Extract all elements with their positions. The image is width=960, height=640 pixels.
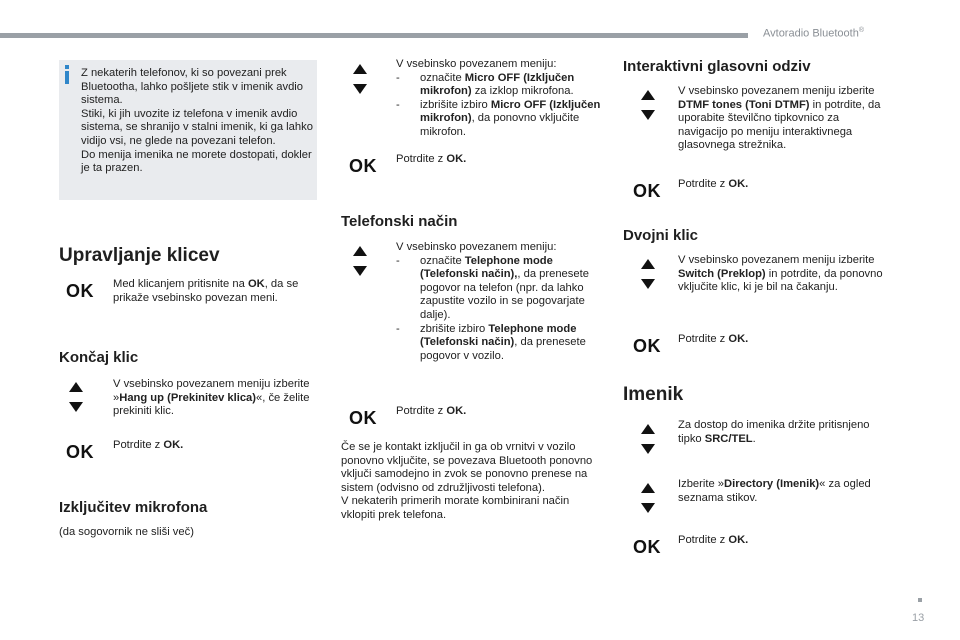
list-item: - izbrišite izbiro Micro OFF (Izključen mikrofon), da ponovno vključite mikrofon. xyxy=(396,98,601,138)
ok-button-icon: OK xyxy=(349,408,377,428)
ok-button-icon: OK xyxy=(66,442,94,462)
mic-confirm: Potrdite z OK. xyxy=(396,153,467,165)
list-item: - označite Micro OFF (Izključen mikrofon) za izklop mikrofona. xyxy=(396,71,575,98)
page-marker xyxy=(918,598,922,602)
info-icon xyxy=(65,71,69,84)
reconnect-paragraph: Če se je kontakt izključil in ga ob vrnitvi v vozilo ponovno vključite, se povezava Bluetooth ponovno vključi samodejno in zvok se ponovno prenese na sistem (odvisno od združljivosti telefona). V nekaterih primerih morate kombinirani način vklopiti prek telefona. xyxy=(341,441,593,521)
ivr-text: V vsebinsko povezanem meniju izberite DTMF tones (Toni DTMF) in potrdite, da uporabite številčno tipkovnico za navigacijo po meniju interaktivnega glasovnega strežnika. xyxy=(678,85,881,152)
section-title-telephone-mode: Telefonski način xyxy=(341,213,458,230)
up-down-arrows-icon xyxy=(640,90,656,120)
ok-button-icon: OK xyxy=(633,336,661,356)
double-call-confirm: Potrdite z OK. xyxy=(678,333,749,345)
telephone-mode-instructions xyxy=(396,241,606,363)
section-title-directory: Imenik xyxy=(623,384,684,405)
telephone-mode-intro: V vsebinsko povezanem meniju: xyxy=(396,241,557,253)
up-down-arrows-icon xyxy=(640,259,656,289)
mic-menu-instructions xyxy=(396,58,606,140)
ivr-confirm: Potrdite z OK. xyxy=(678,178,749,190)
directory-step2: Izberite »Directory (Imenik)« za ogled seznama stikov. xyxy=(678,478,871,504)
section-title-mic-off: Izključitev mikrofona xyxy=(59,499,208,516)
ok-button-icon: OK xyxy=(633,181,661,201)
info-note xyxy=(59,60,317,200)
section-title-call-management: Upravljanje klicev xyxy=(59,245,220,266)
info-icon-dot xyxy=(65,65,69,69)
up-down-arrows-icon xyxy=(352,64,368,94)
up-down-arrows-icon xyxy=(68,382,84,412)
up-down-arrows-icon xyxy=(640,424,656,454)
call-management-text: Med klicanjem pritisnite na OK, da se prikaže vsebinsko povezan meni. xyxy=(113,278,299,304)
double-call-text: V vsebinsko povezanem meniju izberite Switch (Preklop) in potrdite, da ponovno vključite klic, ki je bil na čakanju. xyxy=(678,254,883,294)
ok-button-icon: OK xyxy=(349,156,377,176)
section-title-double-call: Dvojni klic xyxy=(623,227,699,244)
ok-button-icon: OK xyxy=(66,281,94,301)
telephone-mode-confirm: Potrdite z OK. xyxy=(396,405,467,417)
mic-off-subtitle: (da sogovornik ne sliši več) xyxy=(59,526,194,538)
end-call-step: V vsebinsko povezanem meniju izberite »Hang up (Prekinitev klica)«, če želite prekiniti klic. xyxy=(113,378,310,418)
mic-menu-intro: V vsebinsko povezanem meniju: xyxy=(396,58,557,70)
directory-confirm: Potrdite z OK. xyxy=(678,534,749,546)
info-note-text xyxy=(81,67,313,176)
end-call-confirm: Potrdite z OK. xyxy=(113,439,184,451)
note-line: Z nekaterih telefonov, ki so povezani prek Bluetootha, lahko pošljete stik v imenik avdio sistema. xyxy=(81,67,304,107)
section-title-ivr: Interaktivni glasovni odziv xyxy=(623,58,811,75)
page-header-title: Avtoradio Bluetooth® xyxy=(763,27,864,40)
header-rule xyxy=(0,33,748,38)
note-line: Stiki, ki jih uvozite iz telefona v imenik avdio sistema, se shranijo v stalni imenik, ki ga lahko vidijo vsi, ne glede na povezani telefon. xyxy=(81,107,313,147)
directory-step1: Za dostop do imenika držite pritisnjeno tipko SRC/TEL. xyxy=(678,419,870,445)
list-item: - označite Telephone mode (Telefonski način),, da prenesete pogovor na telefon (npr. da lahko zapustite vozilo in se pogovarjate dalje). xyxy=(396,254,589,321)
page-number: 13 xyxy=(912,612,925,624)
note-line: Do menija imenika ne morete dostopati, dokler je ta prazen. xyxy=(81,148,312,175)
ok-button-icon: OK xyxy=(633,537,661,557)
list-item: - zbrišite izbiro Telephone mode (Telefonski način), da prenesete pogovor v vozilo. xyxy=(396,322,586,362)
up-down-arrows-icon xyxy=(640,483,656,513)
up-down-arrows-icon xyxy=(352,246,368,276)
section-title-end-call: Končaj klic xyxy=(59,349,139,366)
